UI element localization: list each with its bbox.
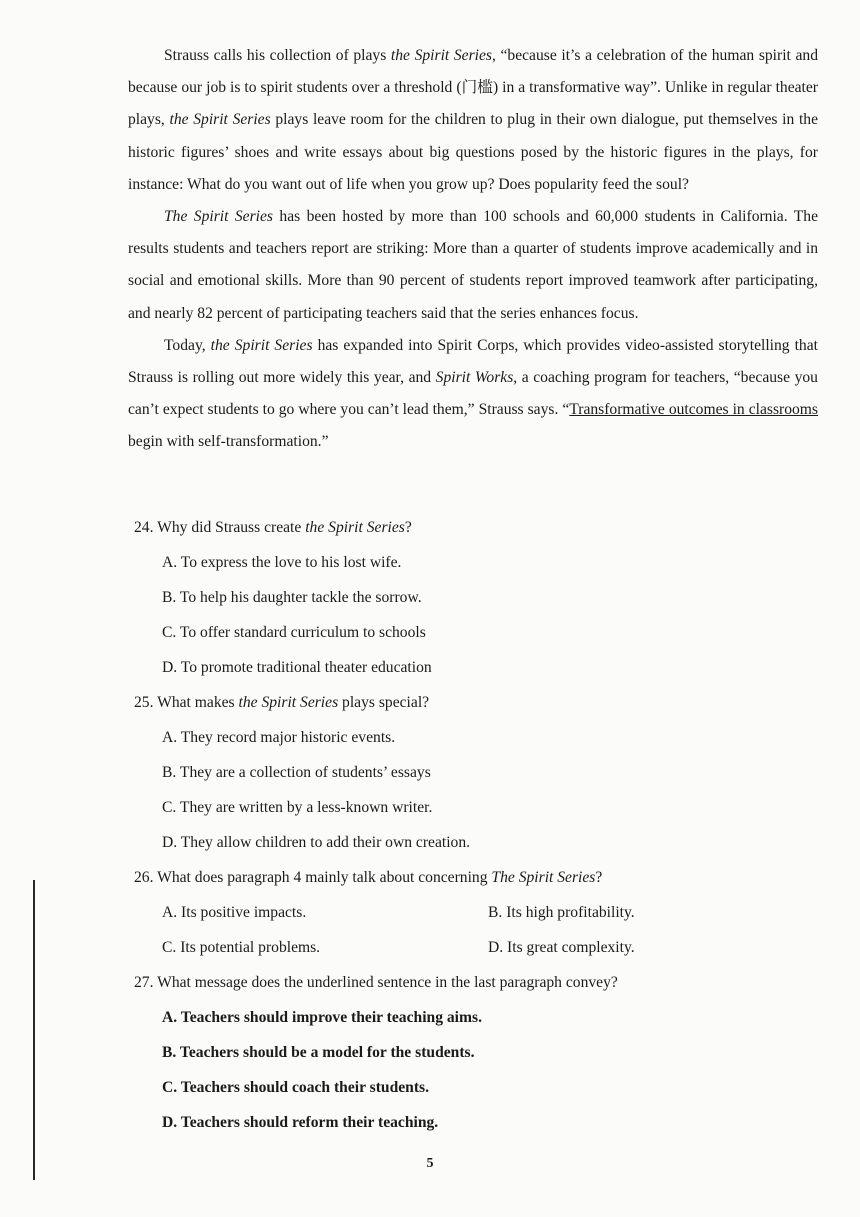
text-run: has been hosted by more than 100 schools and 60,000 students in California. The results students and teachers report are striking: More than a quarter of students improve academically and in social and emotional skills. More than 90 percent of students report improved teamwork after participating, and nearly 82 percent of participating teachers said that the series enhances focus. <box>128 208 818 322</box>
text-run: , “because it’s a celebration of the human spirit and because our job is to spirit students over a threshold (门槛) in a transformative way”. Unlike in regular theater plays, <box>128 47 819 129</box>
question <box>134 518 814 693</box>
text-run: 24. Why did Strauss create <box>134 519 306 536</box>
italic-title-text: The Spirit Series <box>164 208 273 226</box>
answer-option[interactable]: A. Teachers should improve their teaching aims. <box>162 1009 482 1026</box>
text-run: plays special? <box>338 694 430 711</box>
answer-option[interactable]: C. They are written by a less-known writer. <box>162 799 433 816</box>
italic-title-text: the Spirit Series <box>305 519 405 536</box>
paragraph <box>128 201 818 330</box>
answer-option[interactable]: A. To express the love to his lost wife. <box>162 554 402 571</box>
question-list <box>134 518 814 1148</box>
answer-option[interactable]: B. They are a collection of students’ essays <box>162 764 431 781</box>
question-stem <box>134 868 814 903</box>
option-row <box>162 903 814 938</box>
question <box>134 693 814 868</box>
paragraph <box>128 40 818 201</box>
text-run: ? <box>595 869 603 886</box>
question-stem <box>134 518 814 553</box>
italic-title-text: the Spirit Series <box>169 111 271 129</box>
italic-title-text: the Spirit Series <box>238 694 339 711</box>
text-run: ? <box>404 519 412 536</box>
paragraph <box>128 330 818 459</box>
reading-passage <box>128 40 818 459</box>
left-margin-line <box>33 880 35 1180</box>
text-run: begin with self-transformation.” <box>128 433 329 451</box>
italic-title-text: Spirit Works <box>435 369 514 387</box>
answer-option[interactable]: D. Its great complexity. <box>488 939 635 956</box>
text-run: has expanded into Spirit Corps, which provides video-assisted storytelling that Strauss is rolling out more widely this year, and <box>128 336 818 387</box>
question-stem <box>134 693 814 728</box>
answer-option[interactable]: B. To help his daughter tackle the sorrow. <box>162 589 422 606</box>
italic-title-text: the Spirit Series <box>390 47 492 64</box>
answer-option[interactable]: C. Teachers should coach their students. <box>162 1079 430 1096</box>
answer-option[interactable]: A. They record major historic events. <box>162 729 396 746</box>
text-run: plays leave room for the children to plug in their own dialogue, put themselves in the historic figures’ shoes and write essays about big questions posed by the historic figures in the plays, for instance: What do you want out of life when you grow up? Does popularity feed the soul? <box>128 111 818 193</box>
underlined-sentence: Transformative outcomes in classrooms <box>569 401 818 419</box>
answer-option[interactable]: C. Its potential problems. <box>162 939 321 956</box>
text-run: Strauss calls his collection of plays <box>164 47 391 64</box>
answer-option[interactable]: D. Teachers should reform their teaching. <box>162 1114 439 1131</box>
question <box>134 973 814 1148</box>
answer-option[interactable]: D. To promote traditional theater education <box>162 659 432 676</box>
italic-title-text: The Spirit Series <box>491 869 596 886</box>
question-stem <box>134 973 814 1008</box>
text-run: 26. What does paragraph 4 mainly talk about concerning <box>134 869 492 886</box>
answer-option[interactable]: A. Its positive impacts. <box>162 904 307 921</box>
answer-option[interactable]: B. Its high profitability. <box>488 904 635 921</box>
question <box>134 868 814 973</box>
text-run: 27. What message does the underlined sentence in the last paragraph convey? <box>134 974 618 991</box>
answer-option[interactable]: C. To offer standard curriculum to schools <box>162 624 426 641</box>
text-run: Today, <box>164 336 211 354</box>
page-number: 5 <box>426 1156 434 1171</box>
text-run: 25. What makes <box>134 694 239 711</box>
answer-option[interactable]: D. They allow children to add their own creation. <box>162 834 471 851</box>
option-row <box>162 938 814 973</box>
text-run: , a coaching program for teachers, “because you can’t expect students to go where you can’t lead them,” Strauss says. “ <box>128 369 818 419</box>
italic-title-text: the Spirit Series <box>210 336 313 354</box>
answer-option[interactable]: B. Teachers should be a model for the students. <box>162 1044 475 1061</box>
